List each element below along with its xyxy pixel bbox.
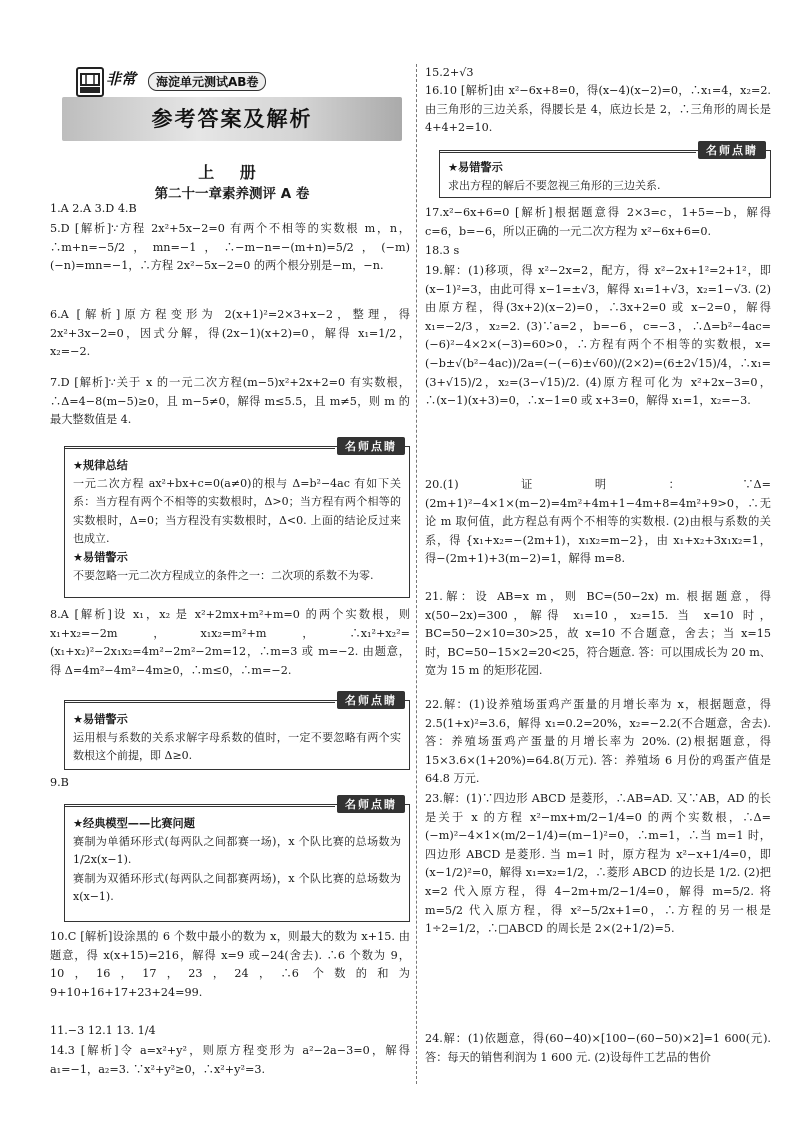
tip-tag: 名师点睛 <box>698 141 766 159</box>
tip-text: 求出方程的解后不要忽视三角形的三边关系. <box>448 179 661 192</box>
tip-text: 运用根与系数的关系求解字母系数的值时，一定不要忽略有两个实数根这个前提，即 Δ≥0. <box>73 731 401 763</box>
answer-q11-13: 11.−3 12.1 13. 1/4 <box>50 1024 156 1037</box>
answer-q17: 17.x²−6x+6=0 [解析]根据题意得 2×3=c，1+5=−b，解得 c=6，b=−6，所以正确的一元二次方程为 x²−6x+6=0. <box>425 206 771 238</box>
answer-q16: 16.10 [解析]由 x²−6x+8=0，得(x−4)(x−2)=0，∴x₁=4，x₂=2. 由三角形的三边关系，得腰长是 4，底边长是 2，∴三角形的周长是 4+4+2=10. <box>425 84 771 135</box>
tip-box-4 <box>439 144 771 198</box>
column-divider <box>416 64 417 1084</box>
tip-text: 一元二次方程 ax²+bx+c=0(a≠0)的根与 Δ=b²−4ac 有如下关系：当方程有两个不相等的实数根时，Δ>0；当方程有两个相等的实数根时，Δ=0；当方程没有实数根时，Δ<0. 上面的结论反过来也成立. <box>73 477 401 546</box>
answer-q24: 24.解：(1)依题意，得(60−40)×[100−(60−50)×2]=1 600(元). 答：每天的销售利润为 1 600 元. (2)设每件工艺品的售价 <box>425 1032 771 1064</box>
answer-q19: 19.解：(1)移项，得 x²−2x=2，配方，得 x²−2x+1²=2+1²，即(x−1)²=3，由此可得 x−1=±√3，解得 x₁=1+√3，x₂=1−√3. (2)由原方程，得(3x+2)(x−2)=0，∴3x+2=0 或 x−2=0，解得 x₁=−2/3，x₂=2. (3)∵a=2，b=−6，c=−3，∴Δ=b²−4ac=(−6)²−4×2×(−3)=60>0，∴方程有两个不相等的实数根，x=(−b±√(b²−4ac))/2a=(−(−6)±√60)/(2×2)=(6±2√15)/4，∴x₁=(3+√15)/2，x₂=(3−√15)/2. (4)原方程可化为 x²+2x−3=0，∴(x−1)(x+3)=0，∴x−1=0 或 x+3=0，解得 x₁=1，x₂=−3. <box>425 264 771 408</box>
answer-q7: 7.D [解析]∵关于 x 的一元二次方程(m−5)x²+2x+2=0 有实数根，∴Δ=4−8(m−5)≥0，且 m−5≠0，解得 m≤5.5，且 m≠5，则 m 的最大整数值是 4. <box>50 376 410 427</box>
answer-q23: 23.解：(1)∵四边形 ABCD 是菱形，∴AB=AD. 又∵AB，AD 的长是关于 x 的方程 x²−mx+m/2−1/4=0 的两个实数根，∴Δ=(−m)²−4×1×(m/2−1/4)=(m−1)²=0，∴m=1，∴当 m=1 时，四边形 ABCD 是菱形. 当 m=1 时，原方程为 x²−x+1/4=0，即(x−1/2)²=0，解得 x₁=x₂=1/2，∴菱形 ABCD 的边长是 1/2. (2)把 x=2 代入原方程，得 4−2m+m/2−1/4=0，解得 m=5/2. 将 m=5/2 代入原方程，得 x²−5/2x+1=0，∴方程的另一根是 1÷2=1/2，∴□ABCD 的周长是 2×(2+1/2)=5. <box>425 792 771 936</box>
tip-heading: ★经典模型——比赛问题 <box>73 817 195 830</box>
tip-heading: ★易错警示 <box>73 713 128 726</box>
volume-heading: 上 册 <box>198 163 266 182</box>
tip-box-3 <box>64 798 410 922</box>
left-column <box>50 0 412 1124</box>
answer-q21: 21.解：设 AB=x m，则 BC=(50−2x) m. 根据题意，得 x(50−2x)=300，解得 x₁=10，x₂=15. 当 x=10 时，BC=50−2×10=30>25，故 x=10 不合题意，舍去；当 x=15 时，BC=50−15×2=20<25，符合题意. 答：可以围成长为 20 m、宽为 15 m 的矩形花园. <box>425 590 771 678</box>
series-name: 海淀单元测试AB卷 <box>148 72 266 91</box>
answer-q18: 18.3 s <box>425 244 460 257</box>
page-title: 参考答案及解析 <box>151 107 313 131</box>
tip-text: 赛制为双循环形式(每两队之间都赛两场)，x 个队比赛的总场数为 x(x−1). <box>73 871 401 904</box>
tip-text: 不要忽略一元二次方程成立的条件之一：二次项的系数不为零. <box>73 568 374 582</box>
tip-heading: ★易错警示 <box>448 161 503 174</box>
answer-q5: 5.D [解析]∵方程 2x²+5x−2=0 有两个不相等的实数根 m，n，∴m+n=−5/2，mn=−1，∴−m−n=−(m+n)=5/2，(−m)(−n)=mn=−1，∴方程 2x²−5x−2=0 的两个根分别是−m，−n. <box>50 222 410 273</box>
answer-q15: 15.2+√3 <box>425 66 474 79</box>
tip-heading: ★易错警示 <box>73 550 128 564</box>
tip-heading: ★规律总结 <box>73 459 128 472</box>
brand-name: 非常 <box>106 70 137 88</box>
tip-tag: 名师点睛 <box>337 691 405 709</box>
tip-tag: 名师点睛 <box>337 437 405 455</box>
answer-q1-4: 1.A 2.A 3.D 4.B <box>50 202 137 215</box>
right-column <box>425 0 773 1124</box>
answer-q8: 8.A [解析]设 x₁，x₂ 是 x²+2mx+m²+m=0 的两个实数根，则 x₁+x₂=−2m，x₁x₂=m²+m，∴x₁²+x₂²=(x₁+x₂)²−2x₁x₂=4m²−2m²−2m=12，∴m=3 或 m=−2. 由题意，得 Δ=4m²−4m²−4m≥0，∴m≤0，∴m=−2. <box>50 608 410 677</box>
tip-box-2 <box>64 694 410 770</box>
answer-q14: 14.3 [解析]令 a=x²+y²，则原方程变形为 a²−2a−3=0，解得 a₁=−1，a₂=3. ∵x²+y²≥0，∴x²+y²=3. <box>50 1044 410 1076</box>
answer-q22: 22.解：(1)设养殖场蛋鸡产蛋量的月增长率为 x，根据题意，得 2.5(1+x)²=3.6，解得 x₁=0.2=20%，x₂=−2.2(不合题意，舍去). 答：养殖场蛋鸡产蛋量的月增长率为 20%. (2)根据题意，得 15×3.6×(1+20%)=64.8(万元). 答：养殖场 6 月份的鸡蛋产值是 64.8 万元. <box>425 698 771 786</box>
tip-tag: 名师点睛 <box>337 795 405 813</box>
tip-text: 赛制为单循环形式(每两队之间都赛一场)，x 个队比赛的总场数为 1/2x(x−1). <box>73 835 401 867</box>
answer-q9: 9.B <box>50 776 69 789</box>
answer-q20: 20.(1)证明：∵Δ=(2m+1)²−4×1×(m−2)=4m²+4m+1−4m+8=4m²+9>0，∴无论 m 取何值，此方程总有两个不相等的实数根. (2)由根与系数的关系，得 {x₁+x₂=−(2m+1)，x₁x₂=m−2}，由 x₁+x₂+3x₁x₂=1，得−(2m+1)+3(m−2)=1，解得 m=8. <box>425 478 771 566</box>
answer-q10: 10.C [解析]设涂黑的 6 个数中最小的数为 x，则最大的数为 x+15. 由题意，得 x(x+15)=216，解得 x=9 或−24(舍去). ∴6 个数为 9，10，16，17，23，24，∴6 个数的和为 9+10+16+17+23+24=99. <box>50 930 410 999</box>
chapter-heading: 第二十一章素养测评 A 卷 <box>154 186 310 202</box>
tip-box-1 <box>64 440 410 598</box>
answer-q6: 6.A [解析]原方程变形为 2(x+1)²=2×3+x−2，整理，得 2x²+3x−2=0，因式分解，得(2x−1)(x+2)=0，解得 x₁=1/2，x₂=−2. <box>50 308 410 359</box>
